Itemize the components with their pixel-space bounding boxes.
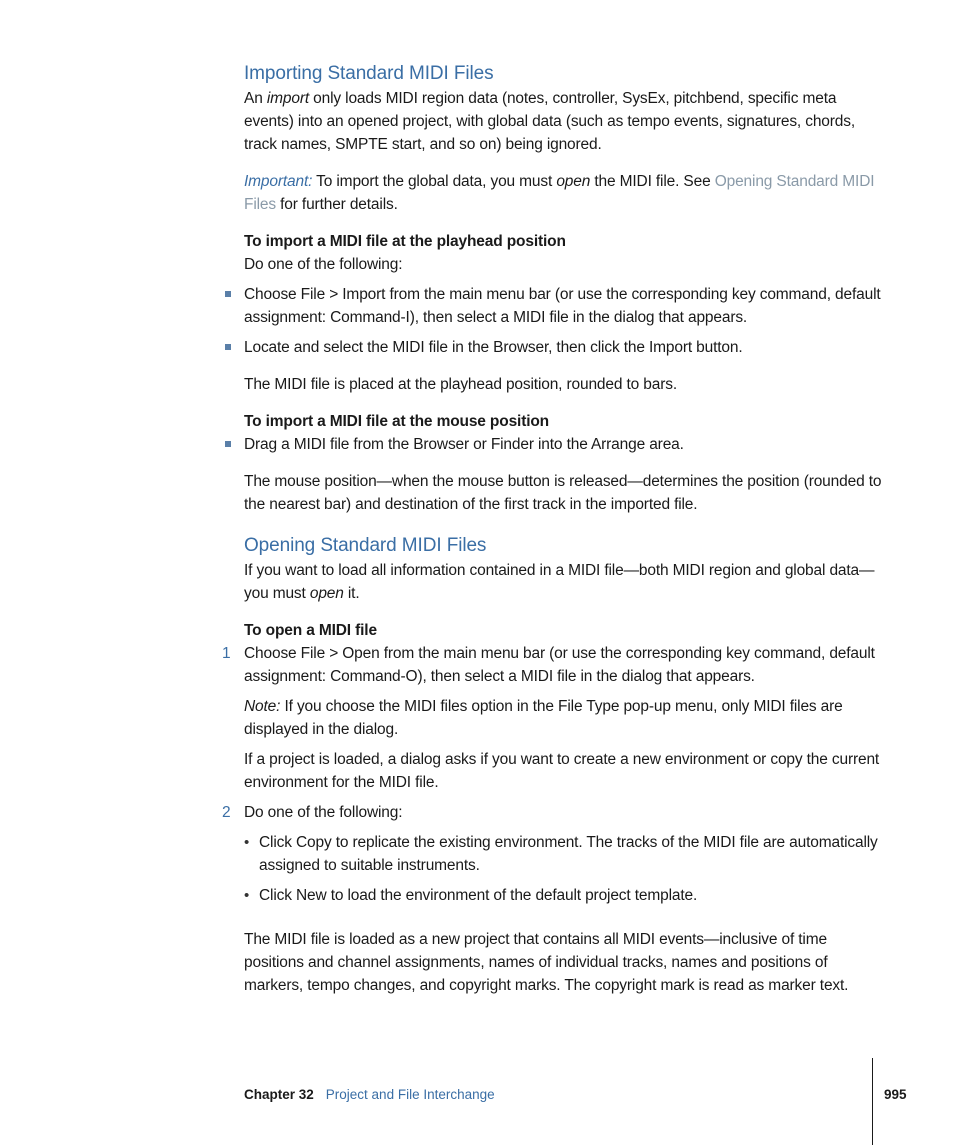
sub-list-item-text: Click Copy to replicate the existing environment. The tracks of the MIDI file are automatically assigned to suitable instruments. <box>259 834 878 874</box>
task-result: The MIDI file is placed at the playhead position, rounded to bars. <box>244 376 677 393</box>
text-span: If you choose the MIDI files option in the File Type pop-up menu, only MIDI files are displayed in the dialog. <box>244 698 843 738</box>
task-result: The mouse position—when the mouse button is released—determines the position (rounded to the nearest bar) and destination of the first track in the imported file. <box>244 473 882 513</box>
text-span: for further details. <box>275 196 398 213</box>
emphasis-import: import <box>266 90 309 107</box>
important-label: Important: <box>244 173 313 190</box>
task-title-mouse: To import a MIDI file at the mouse position <box>244 413 549 430</box>
task-lead: Do one of the following: <box>244 256 403 273</box>
sub-list-item-text: Click New to load the environment of the default project template. <box>259 887 698 904</box>
text-span: An <box>244 90 267 107</box>
text-span: If you want to load all information contained in a MIDI file—both MIDI region and global data—you must <box>244 562 875 602</box>
chapter-title-link[interactable]: Project and File Interchange <box>325 1087 495 1102</box>
task-title-playhead: To import a MIDI file at the playhead position <box>244 233 566 250</box>
bullet-dot-icon: • <box>244 887 250 904</box>
cross-reference-link[interactable]: Opening Standard MIDI Files <box>244 173 875 213</box>
step-text: Choose File > Open from the main menu bar (or use the corresponding key command, default assignment: Command-O), then select a MIDI file in the dialog that appears. <box>244 645 875 685</box>
sub-list-item <box>244 831 884 877</box>
text-span: To import the global data, you must <box>312 173 557 190</box>
text-span: the MIDI file. See <box>590 173 715 190</box>
step-number: 1 <box>222 645 231 662</box>
note-label: Note: <box>244 698 281 715</box>
list-item <box>244 433 884 456</box>
closing-paragraph: The MIDI file is loaded as a new project that contains all MIDI events—inclusive of time positions and channel assignments, names of individual tracks, names and positions of markers, tempo changes, and copyright marks. The copyright mark is read as marker text. <box>244 931 849 994</box>
step-item <box>222 801 884 824</box>
import-intro-paragraph <box>244 87 884 156</box>
bullet-dot-icon: • <box>244 834 250 851</box>
bullet-square-icon <box>225 441 231 447</box>
list-item-text: Choose File > Import from the main menu bar (or use the corresponding key command, default assignment: Command-I), then select a MIDI file in the dialog that appears. <box>244 286 881 326</box>
list-item <box>244 336 884 359</box>
section-heading-opening: Opening Standard MIDI Files <box>244 535 487 556</box>
emphasis-open: open <box>556 173 591 190</box>
bullet-square-icon <box>225 344 231 350</box>
page-number: 995 <box>884 1087 907 1102</box>
footer-chapter <box>244 1086 495 1104</box>
important-note <box>244 170 884 216</box>
step-number: 2 <box>222 804 231 821</box>
task-title-open: To open a MIDI file <box>244 622 377 639</box>
text-span: only loads MIDI region data (notes, controller, SysEx, pitchbend, specific meta events) into an opened project, with global data (such as tempo events, signatures, chords, track names, SMPTE start, and so on) being ignored. <box>244 90 856 153</box>
footer-divider <box>872 1058 873 1145</box>
note-paragraph <box>244 695 884 741</box>
open-intro-paragraph <box>244 559 884 605</box>
bullet-square-icon <box>225 291 231 297</box>
list-item <box>244 283 884 329</box>
emphasis-open: open <box>309 585 344 602</box>
chapter-number: Chapter 32 <box>244 1087 314 1102</box>
step-detail: If a project is loaded, a dialog asks if you want to create a new environment or copy the current environment for the MIDI file. <box>244 751 880 791</box>
list-item-text: Drag a MIDI file from the Browser or Finder into the Arrange area. <box>244 436 684 453</box>
list-item-text: Locate and select the MIDI file in the Browser, then click the Import button. <box>244 339 743 356</box>
step-item <box>222 642 884 688</box>
section-heading-importing: Importing Standard MIDI Files <box>244 63 494 84</box>
text-span: it. <box>343 585 360 602</box>
sub-list-item <box>244 884 884 907</box>
step-text: Do one of the following: <box>244 804 403 821</box>
